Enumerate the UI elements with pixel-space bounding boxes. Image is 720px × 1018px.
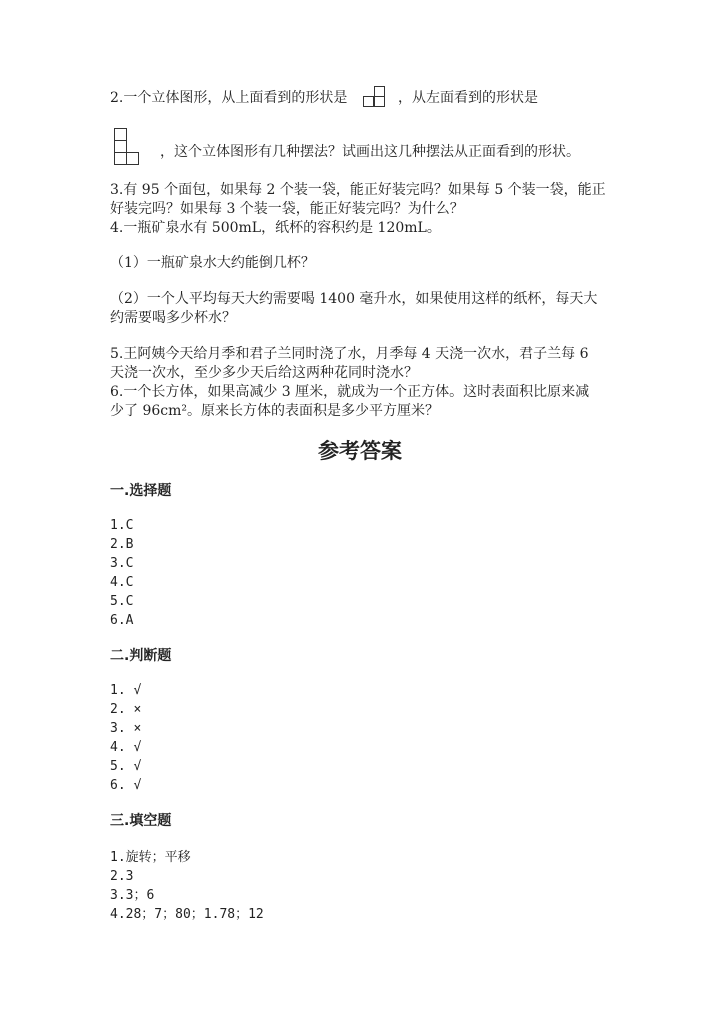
answer-item: 1. √ <box>110 683 142 698</box>
q2-text-1: 2.一个立体图形，从上面看到的形状是 <box>110 90 348 106</box>
q6-line-2: 少了 96cm²。原来长方体的表面积是多少平方厘米？ <box>110 403 439 419</box>
left-view-figure <box>112 128 148 170</box>
q5-line-1: 5.王阿姨今天给月季和君子兰同时浇了水，月季每 4 天浇一次水，君子兰每 6 <box>110 346 589 362</box>
q4-line-1: 4.一瓶矿泉水有 500mL，纸杯的容积约是 120mL。 <box>110 220 441 236</box>
q6-line-1: 6.一个长方体，如果高减少 3 厘米，就成为一个正方体。这时表面积比原来减 <box>110 384 590 400</box>
section-heading-fill: 三.填空题 <box>110 813 172 829</box>
answer-item: 4.C <box>110 575 134 590</box>
answer-item: 6.A <box>110 613 134 628</box>
section-heading-judge: 二.判断题 <box>110 648 172 664</box>
q3-line-2: 好装完吗？如果每 3 个装一袋，能正好装完吗？为什么？ <box>110 201 464 217</box>
answers-title: 参考答案 <box>318 438 402 463</box>
answer-item: 1.旋转；平移 <box>110 850 191 865</box>
answer-item: 1.C <box>110 518 134 533</box>
q5-line-2: 天浇一次水，至少多少天后给这两种花同时浇水？ <box>110 365 418 381</box>
q3-line-1: 3.有 95 个面包，如果每 2 个装一袋，能正好装完吗？如果每 5 个装一袋，能正 <box>110 182 606 198</box>
answer-item: 3. × <box>110 721 142 736</box>
answer-item: 2. × <box>110 702 142 717</box>
answer-item: 2.B <box>110 537 134 552</box>
q4-sub-2-line-2: 约需要喝多少杯水？ <box>110 310 236 326</box>
answer-item: 3.3；6 <box>110 888 155 903</box>
answer-item: 2.3 <box>110 869 134 884</box>
answer-item: 5.C <box>110 594 134 609</box>
q4-sub-2-line-1: （2）一个人平均每天大约需要喝 1400 毫升水，如果使用这样的纸杯，每天大 <box>110 291 598 307</box>
answer-item: 6. √ <box>110 778 142 793</box>
answer-item: 3.C <box>110 556 134 571</box>
answer-item: 4.28；7；80；1.78；12 <box>110 907 264 922</box>
q2-text-3: ，这个立体图形有几种摆法？试画出这几种摆法从正面看到的形状。 <box>160 144 580 160</box>
q2-text-2: ，从左面看到的形状是 <box>398 90 538 106</box>
answer-item: 4. √ <box>110 740 142 755</box>
section-heading-choice: 一.选择题 <box>110 483 172 499</box>
top-view-figure <box>362 82 392 112</box>
answer-item: 5. √ <box>110 759 142 774</box>
q4-sub-1: （1）一瓶矿泉水大约能倒几杯？ <box>110 255 315 271</box>
